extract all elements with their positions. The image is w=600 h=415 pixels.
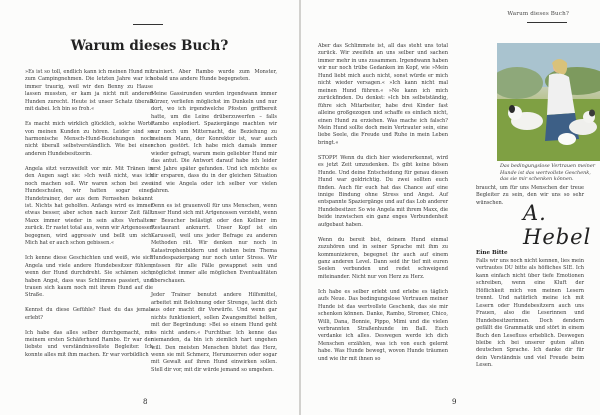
section-heading: Eine Bitte: [476, 250, 508, 256]
running-head-rule: [527, 22, 567, 23]
paragraph: braucht, um für uns Menschen der treue Begleiter zu sein, den wir uns so sehr wünschen.: [476, 185, 584, 206]
paragraph: Meine Gassirunden wurden irgendwann immer kürzer, verliefen möglichst im Dunkeln und nur dort, wo ich irgendwelche Pfosten griffbereit hatte, um die Leine drüberzuwerfen – falls Rambo explodiert. Spaziergänge machten wir nur noch um Mitternacht, die Beziehung zu meinem Mann, der Konrektor ist, war auch schon gestört. Ich habe mich damals immer wieder gefragt, warum mein geliebter Hund mir das antut. Die Antwort darauf habe ich leider erst Jahre später gefunden. Und ich möchte es dir ersparen, dass du in der gleichen Situation sind wie Angela oder ich selber vor vielen Jahren.: [151, 91, 277, 195]
running-head: Warum dieses Buch?: [507, 11, 569, 17]
photo-caption: Das bedingungslose Vertrauen meiner Hunde ist das wertvollste Geschenk, das sie mir schenken können.: [500, 163, 596, 183]
paragraph: Ich habe das alles selber durchgemacht, mit meinem ersten Schäferhund Rambo. Er war der liebste und verständnisvollste Begleiter. Ich konnte alles mit ihm machen. Er war vorbildlich: [25, 329, 153, 358]
left-column-1: [25, 69, 153, 367]
paragraph: Kennst du diese Gefühle? Hast du das jemals erlebt?: [25, 307, 153, 321]
paragraph: Falls wir uns noch nicht kennen, lies mein vertrautes DU bitte als höfliches SIE. Ich kann einfach nicht über tiefe Emotionen schreiben, wenn eine Kluft der Höflichkeit mich von meinen Lesern trennt. Und natürlich meine ich mit Lesern oder Hundebesitzern auch uns Frauen, also die Leserinnen und Hundebesitzerinnen. Doch dendern gefällt die Grammatik und stört in einem Buch den Lesefluss erheblich. Deswegen bleibe ich bei unserer guten alten deutschen Sprache. Ich danke dir für dein Verständnis und viel Freude beim Lesen.: [476, 258, 584, 369]
paragraph: Angela sitzt verzweifelt vor mir. Mit Tränen in den Augen sagt sie: »Ich weiß nicht, was ich noch machen soll. Wir waren schon bei zwei Hundeschulen, wir hatten sogar einen Hundetrainer, der aus dem Fernsehen bekannt ist. Nichts hat geholfen. Anfangs wird es immer etwas besser, aber schon nach kurzer Zeit fällt Maxx immer wieder in sein altes Verhalten zurück. Er rastet total aus, wenn wir Artgenossen begegnen, wird aggressiv und bellt um sich. Mich hat er auch schon gebissen.«: [25, 165, 153, 247]
left-column-2: [151, 69, 277, 382]
paragraph: Es macht mich wirklich glücklich, solche Worte von meinen Kunden zu hören. Leider sind so harmonische Mensch-Hund-Beziehungen noch nicht überall selbstverständlich. Wie bei einer anderen Hundebesitzerin.: [25, 121, 153, 157]
paragraph: Jeder Trainer benutzt andere Hilfsmittel, arbeitet mit Belohnung oder Strenge, lacht dich aus oder macht dir Vorwürfe. Und wenn gar nichts funktioniert, sollen Zwangsmittel helfen, mit der Begründung: »Bei so einem Hund geht es nicht anders.« Furchtbar. Ich kenne das niemanden, da bin ich ziemlich hart ungehen will. Den meisten Menschen blutet das Herz, wenn sie mit Schmerz, Herumzerren oder sogar mit Gewalt auf ihren Hund einwirken sollen. Stell dir vor, mit dir würde jemand so umgehen.: [151, 292, 277, 373]
right-page: [301, 0, 600, 415]
chapter-title: Warum dieses Buch?: [70, 38, 229, 54]
author-signature: A. Hebel: [523, 201, 592, 249]
paragraph: STOPP! Wenn du dich hier wiedererkennst, wird es jetzt Zeit umzudenken. Es gibt keine bösen Hunde. Und deine Entscheidung für genau diesen Hund war goldrichtig. Du zwei sollten euch finden. Auch für euch hat das Chance auf eine innige Bindung ohne Stress und Angst. Auf entspannte Spaziergänge und auf das Lob anderer Hundebesitzer. So wie Angela mit ihrem Maxx, die beide inzwischen ein ganz enges Verbundenheit aufgebaut haben.: [318, 154, 448, 228]
paragraph: Ich habe es selber erlebt und erlebe es täglich aufs Neue. Das bedingungslose Vertrauen meiner Hunde ist das wertvollste Geschenk, das sie mir schenken können. Danke, Rambo, Stromer, Chico, Willi, Dana, Bonnie, Pippo, Mimi und die vielen verbrannten Straßenhunde im Ball. Euch verdanke ich alles. Deswegen werde ich dich Menschen erzählen, was ich von euch gelernt habe. Was Hunde bewegt, wovon Hunde träumen und wie ihr mit ihnen so: [318, 288, 448, 362]
paragraph: trainiert. Aber Rambo wurde zum Monster, sobald uns andere Hunde begegneten.: [151, 69, 277, 83]
page-number-right: 9: [452, 398, 457, 406]
right-column-2-bitte: [476, 258, 584, 377]
paragraph: Aber das Schlimmste ist, all das steht uns total zurück. Wir zweifeln an uns selber und sachen immer mehr in uns zusammen. Irgendwann haben wir nur noch trübe Gedanken im Kopf, wie »Mein Hund liebt mich auch nicht, sonst würde er mich nicht wieder versagen.« »Ich kann nicht mal meinen Hund führen.« »Ne kann ich mich zurückfinden. Du denkst: »Ich bin selbstständig, führe sich Mitarbeiter, habe drei Kinder fast alleine großgezogen und schaffe es einfach nicht, einen Hund zu erziehen. Was mache ich falsch? Mein Hund sollte doch mein Vertrauter sein, eine liebe Seele, die Freude und Ruhe in mein Leben bringt.«: [318, 43, 448, 146]
paragraph: Ich kenne diese Geschichten und weiß, wie sich Angela und viele andere Hundebesitzer fühlen, wenn der Hund durchdreht. Sie schämen sich, haben Angst, dass was Schlimmes passiert, und trauen sich kaum noch mit ihrem Hund auf die Straße.: [25, 255, 153, 299]
paragraph: Wenn du bereit bist, deinem Hund einmal zuzuhören und in seiner Sprache mit ihm zu kommunizieren, begegnet ihr auch auf einem ganz anderen Level. Dann seid ihr tief mit euren Seelen verbunden und redet schweigend miteinander. Nicht nur von Herz zu Herz.: [318, 236, 448, 280]
paragraph: Denn es ist grauenvoll für uns Menschen, wenn unser Hund sich mit Artgenossen verzieht, wenn er Besucher belästigt oder den Kellner im Restaurant anknurrt. Unser Kopf ist ein Karussell, weil uns jeder Befrage zu anderen Methoden rät. Wir denken nur noch in Katastrophenbildern und stehen beim Thema Hundespaziergang nur noch unter Stress. Wir müssen für alle Fälle gewappnet sein und möglichst immer alle möglichen Eventualitäten überschauen.: [151, 203, 277, 284]
title-rule: [133, 24, 163, 25]
paragraph: »Es ist so toll, endlich kann ich meinen Hund mit zum Campingnehmen. Die letzten Jahre war ich immer traurig, weil wir den Benny zu Hause lassen mussten, er kam ja nicht mit anderen Hunden zurecht. Heute ist unser Schatz überall mit dabei. Ich bin so froh.«: [25, 69, 153, 113]
right-column-1: [318, 43, 448, 371]
dogs-photo: [497, 43, 600, 161]
left-page: [0, 0, 299, 415]
woman-with-dogs-illustration: [497, 43, 600, 161]
page-number-left: 8: [143, 398, 148, 406]
